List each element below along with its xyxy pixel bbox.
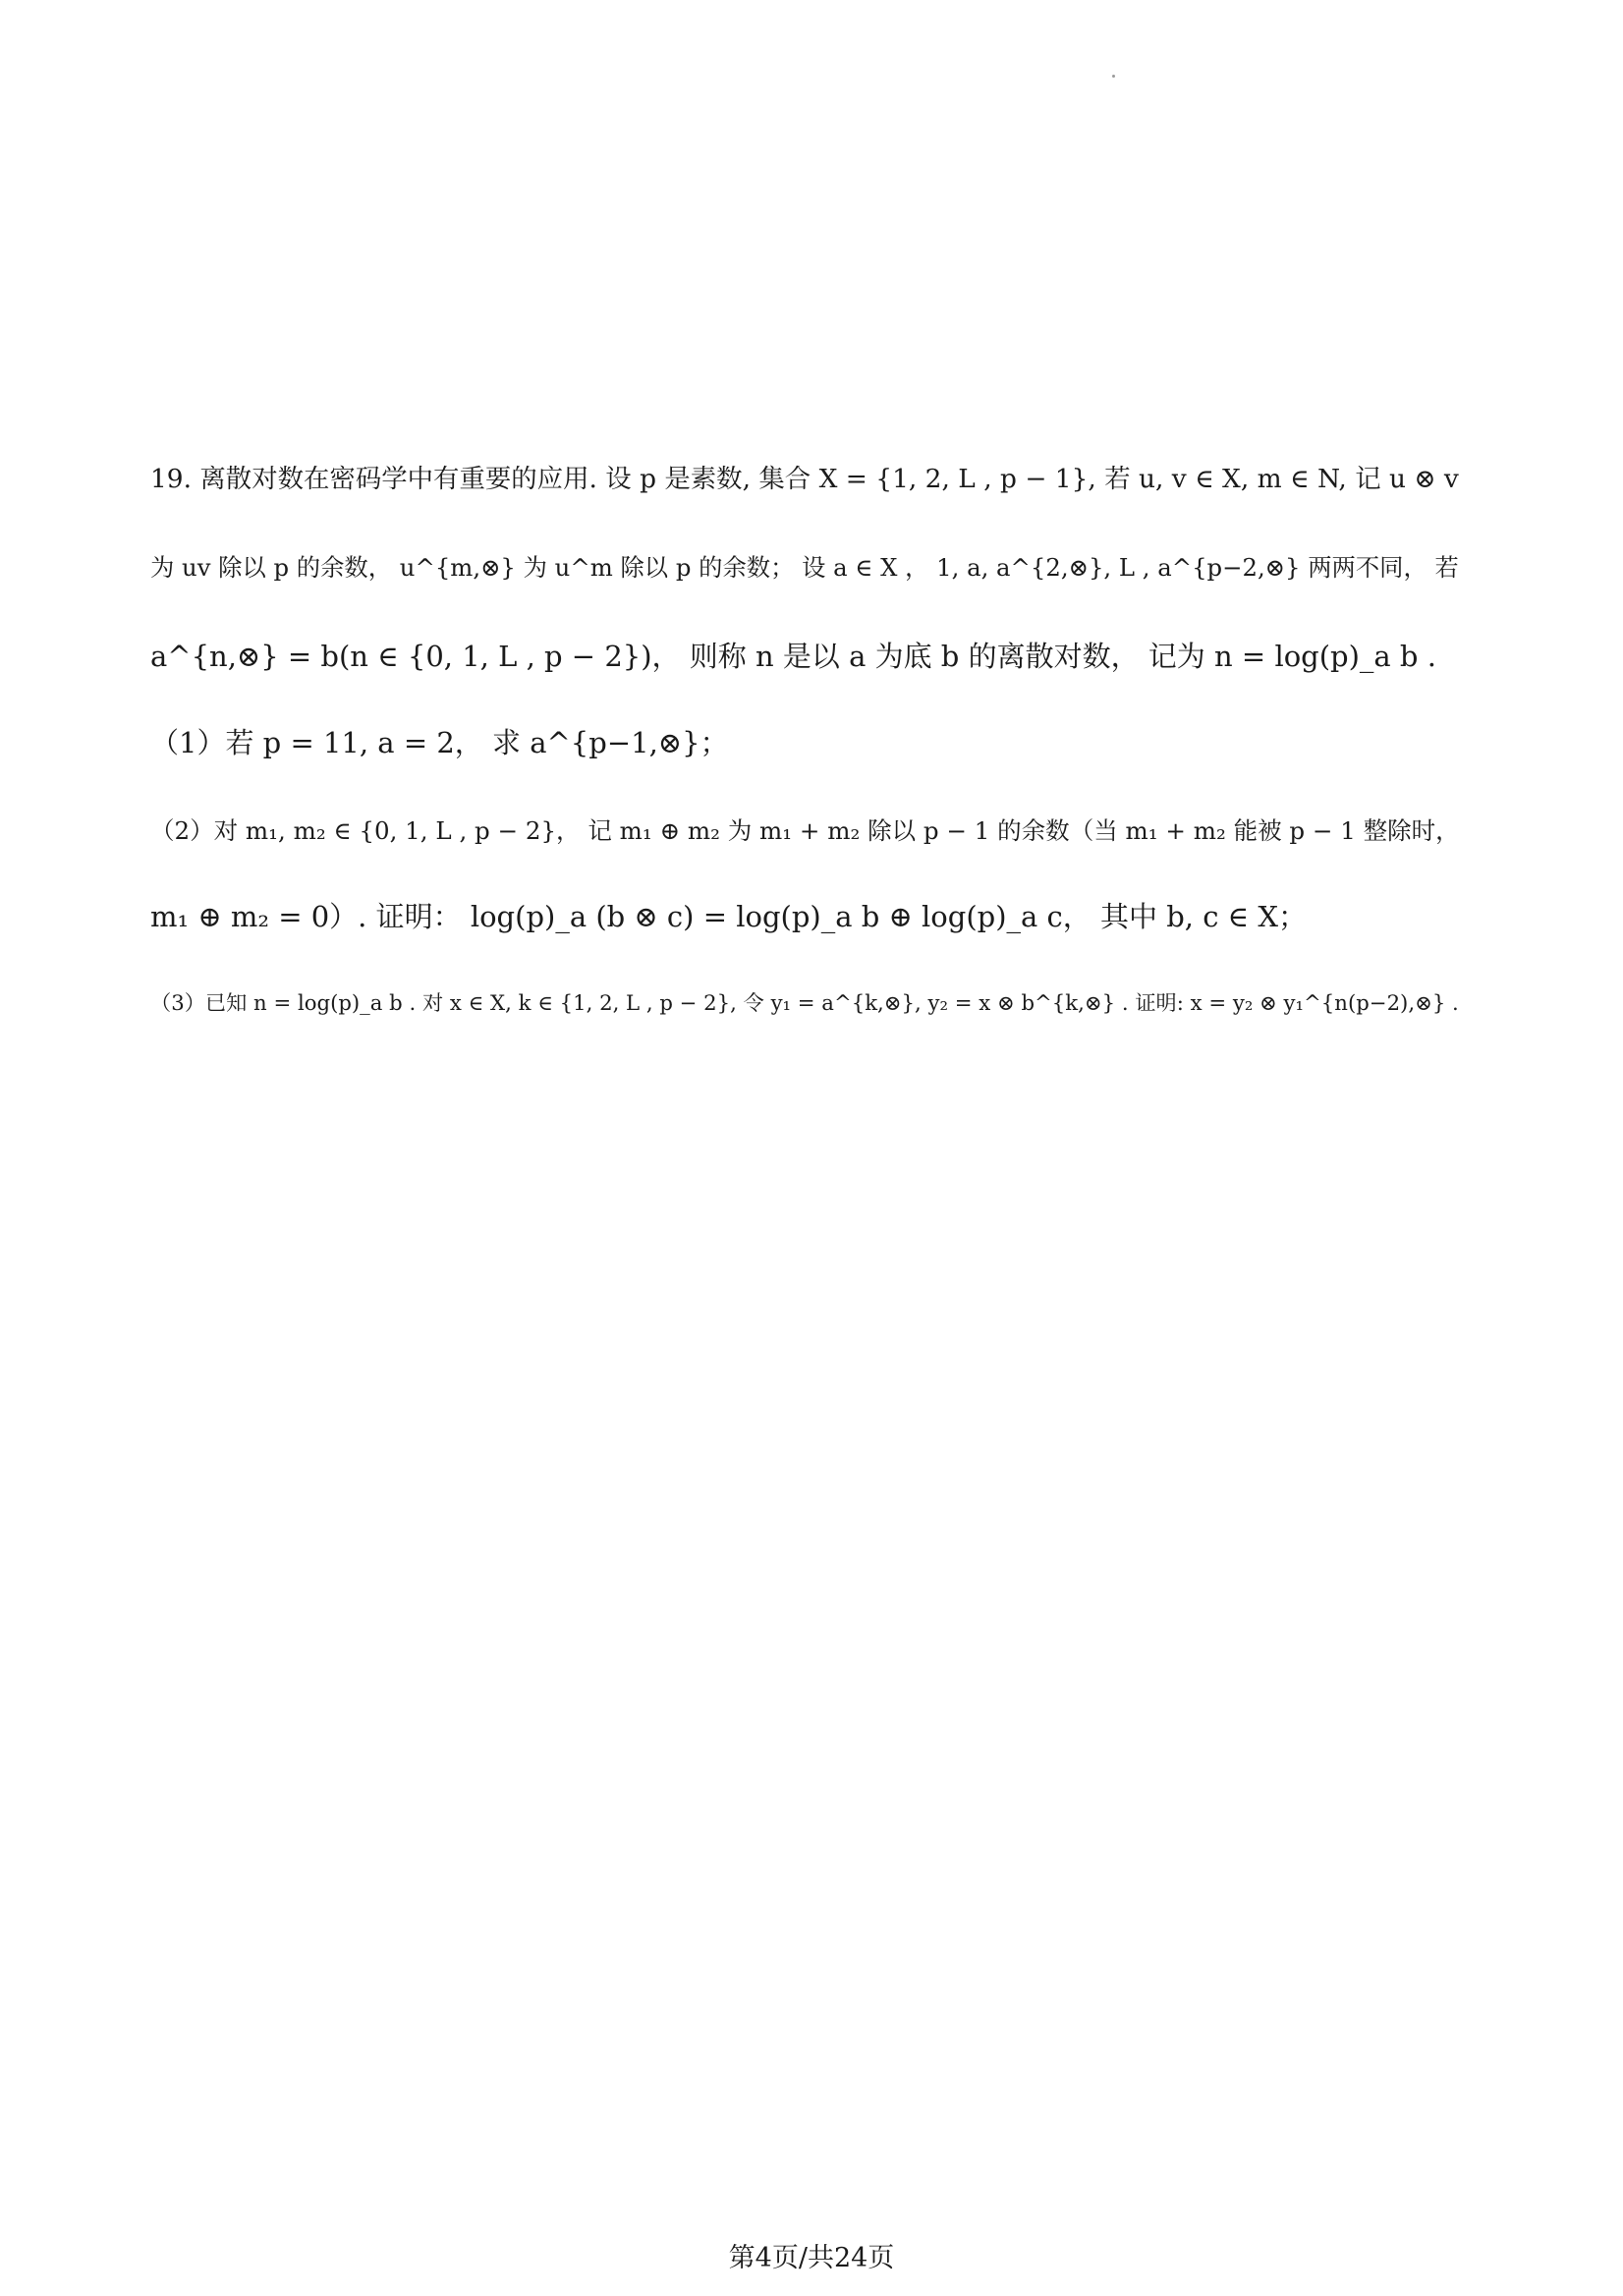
question-2-continued: m₁ ⊕ m₂ = 0）. 证明： log(p)_a (b ⊗ c) = log(p)_a b ⊕ log(p)_a c， 其中 b, c ∈ X； bbox=[150, 900, 1307, 933]
scan-speck bbox=[1112, 75, 1115, 78]
problem-line-discrete-log: a^{n,⊗} = b(n ∈ {0, 1, L , p − 2})， 则称 n 是以 a 为底 b 的离散对数， 记为 n = log(p)_a b . bbox=[150, 640, 1436, 673]
question-3: （3）已知 n = log(p)_a b . 对 x ∈ X, k ∈ {1, 2, L , p − 2}, 令 y₁ = a^{k,⊗}, y₂ = x ⊗ b^{k,⊗} . 证明: x = y₂ ⊗ y₁^{n(p−2),⊗} . bbox=[150, 991, 1459, 1016]
problem-line-definition: 为 uv 除以 p 的余数， u^{m,⊗} 为 u^m 除以 p 的余数； 设 a ∈ X ， 1, a, a^{2,⊗}, L , a^{p−2,⊗} 两两不同， 若 bbox=[150, 553, 1459, 582]
page-footer: 第4页/共24页 bbox=[728, 2243, 895, 2273]
question-2: （2）对 m₁, m₂ ∈ {0, 1, L , p − 2}， 记 m₁ ⊕ m₂ 为 m₁ + m₂ 除以 p − 1 的余数（当 m₁ + m₂ 能被 p − 1 整除时， bbox=[150, 816, 1460, 845]
question-1: （1）若 p = 11, a = 2， 求 a^{p−1,⊗}； bbox=[150, 726, 729, 759]
problem-line-intro: 19. 离散对数在密码学中有重要的应用. 设 p 是素数, 集合 X = {1, 2, L , p − 1}, 若 u, v ∈ X, m ∈ N, 记 u ⊗ v bbox=[150, 464, 1459, 494]
